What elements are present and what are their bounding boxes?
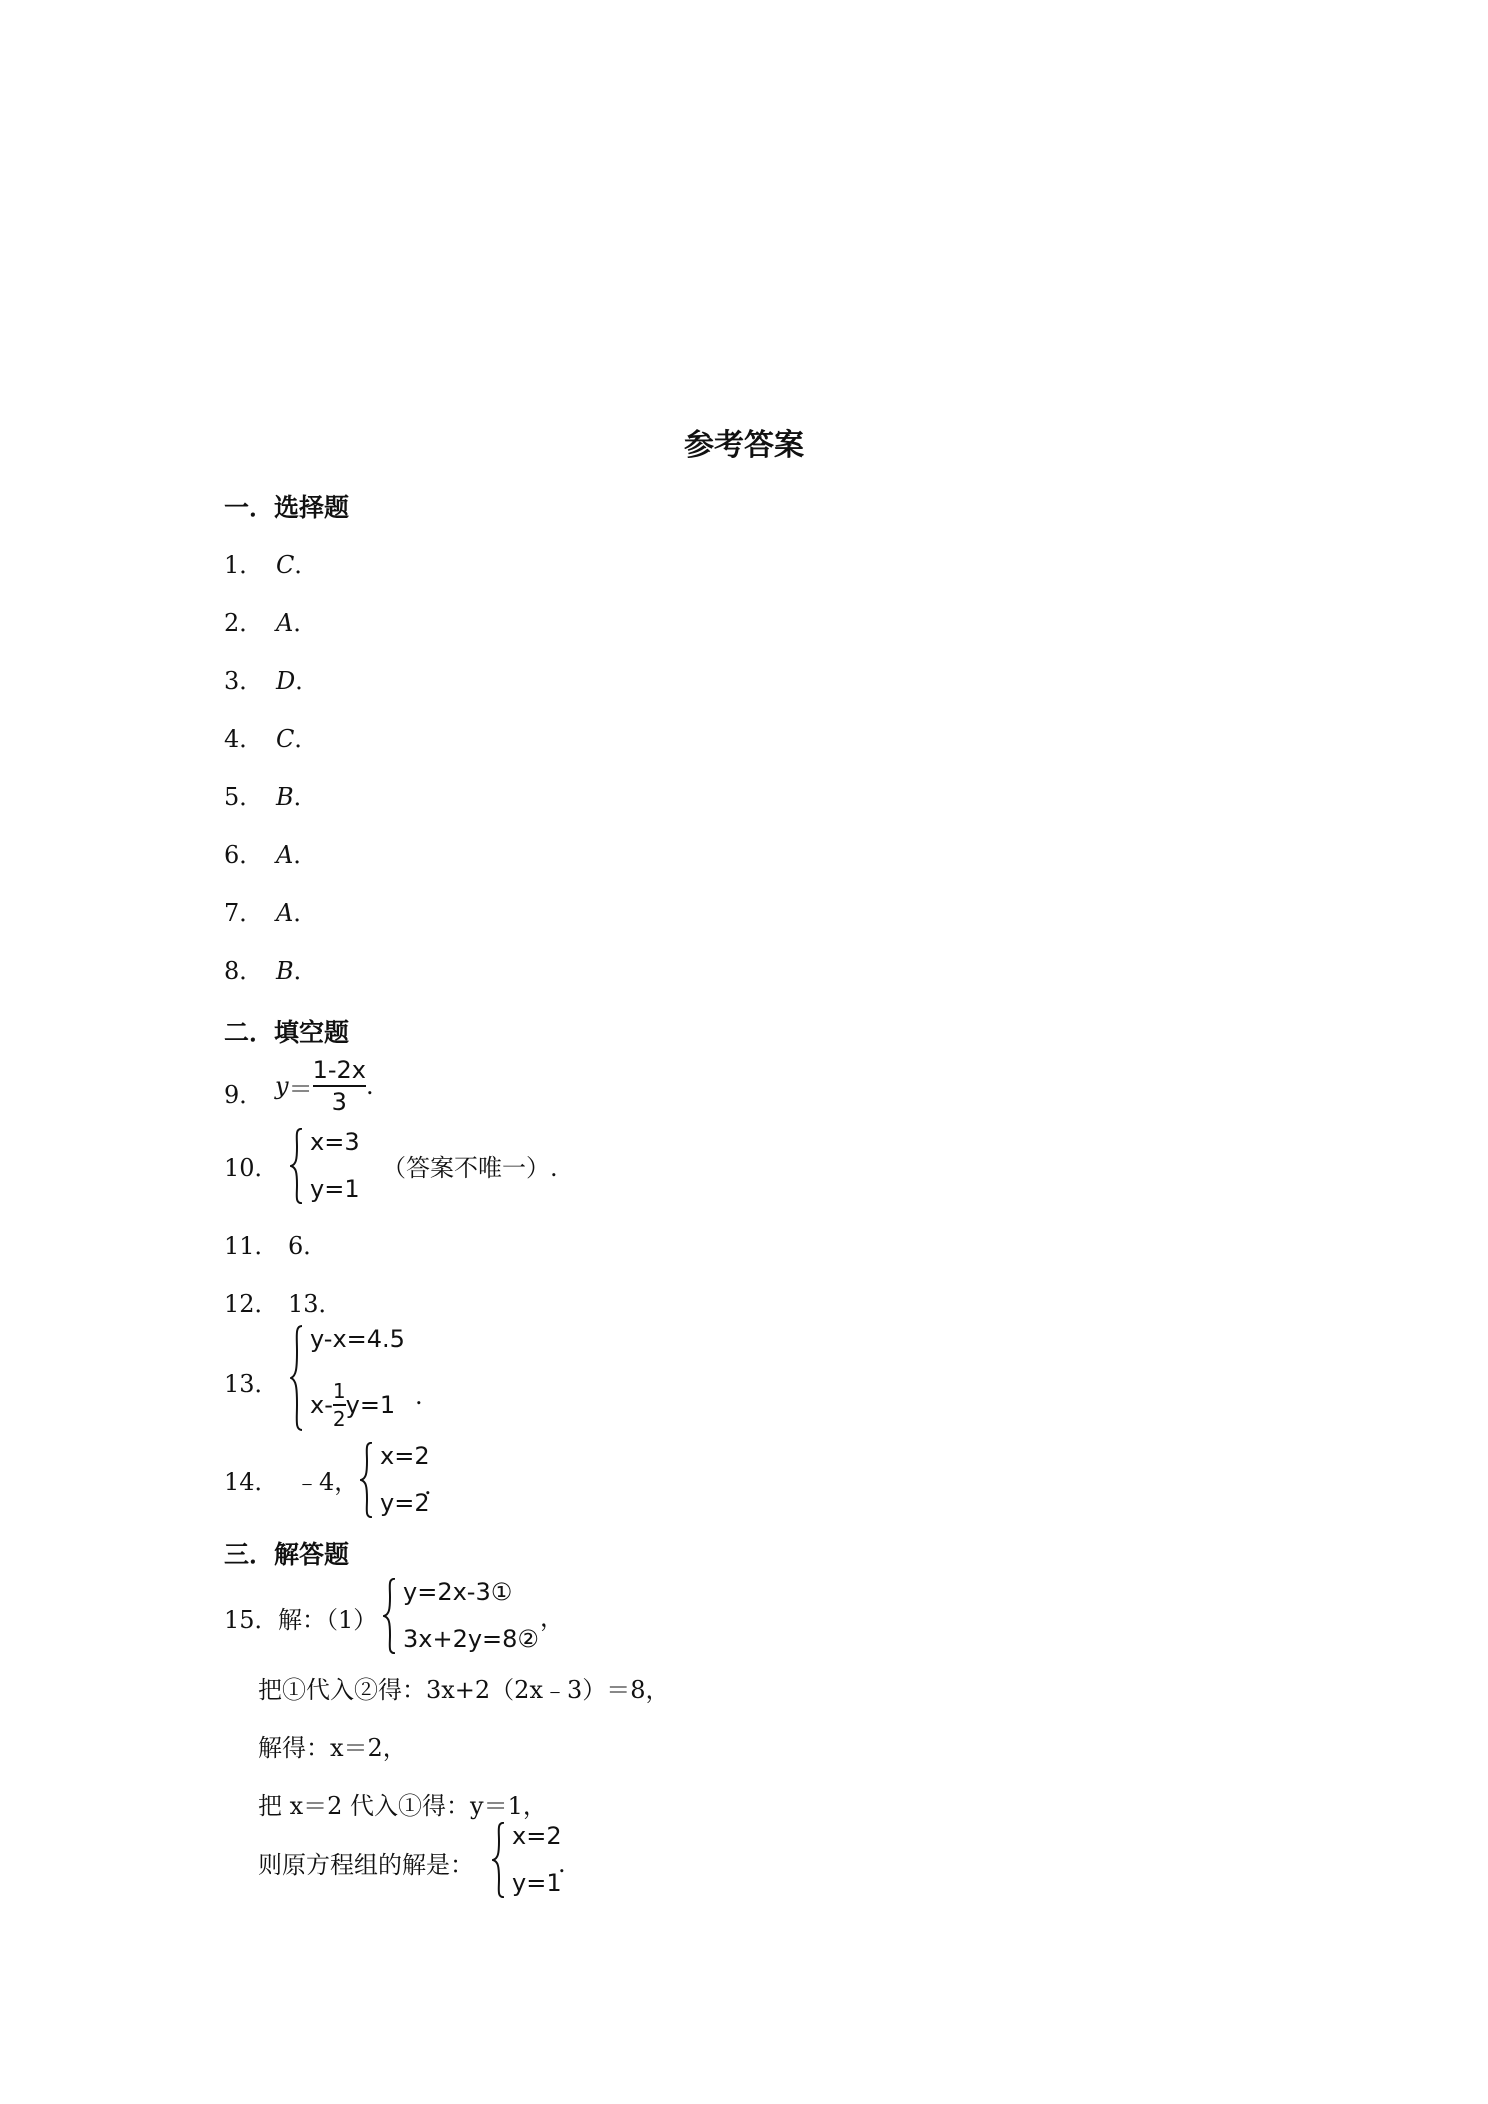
question-number: 11． — [224, 1232, 279, 1260]
period: ． — [295, 667, 320, 695]
period: ． — [294, 551, 319, 579]
answer-letter: B — [276, 783, 294, 811]
left-brace-icon — [290, 1128, 304, 1204]
left-brace-icon — [383, 1578, 397, 1654]
answer-9 — [275, 1056, 374, 1116]
left-brace-icon — [360, 1442, 374, 1518]
fraction-bar — [333, 1404, 346, 1406]
equals-sign: ＝ — [288, 1074, 313, 1103]
solution-step: 把①代入②得：3x+2（2x﹣3）＝8， — [258, 1676, 670, 1704]
question-number: 3． — [224, 667, 264, 695]
period: ． — [294, 725, 319, 753]
question-number: 1． — [224, 551, 264, 579]
equation-part: x- — [310, 1390, 333, 1419]
equation-line: y=2x-3① — [403, 1578, 513, 1606]
equation-line: y=1 — [512, 1869, 562, 1898]
period: ． — [293, 899, 318, 927]
equation-line: y=2 — [380, 1489, 430, 1518]
question-number: 13． — [224, 1370, 279, 1398]
choice-answer — [276, 603, 317, 638]
section-heading-fill: 二．填空题 — [224, 1018, 350, 1047]
equation-line: x=2 — [512, 1822, 562, 1850]
equation-system-15 — [383, 1578, 539, 1654]
period: ． — [293, 957, 318, 985]
choice-answer — [276, 893, 317, 928]
answer-11: 6． — [288, 1232, 328, 1260]
answer-letter: D — [276, 667, 296, 695]
equation-line: x=3 — [310, 1128, 360, 1156]
question-number: 14． — [224, 1468, 279, 1496]
fraction-numerator: 1 — [332, 1379, 346, 1403]
answer-letter: A — [276, 841, 294, 869]
period: . — [558, 1850, 566, 1878]
equation-part: y=1 — [345, 1390, 396, 1419]
equation-system-14 — [360, 1442, 430, 1518]
left-brace-icon — [492, 1822, 506, 1898]
fraction-numerator: 1-2x — [312, 1056, 366, 1084]
equation-system-13 — [290, 1325, 405, 1431]
answer-letter: C — [276, 725, 295, 753]
equation-line: y-x=4.5 — [310, 1325, 405, 1353]
equation-line: 3x+2y=8② — [403, 1625, 539, 1654]
question-number: 2． — [224, 609, 264, 637]
comma: ， — [540, 1604, 564, 1632]
left-brace-icon — [290, 1325, 304, 1431]
question-number: 7． — [224, 899, 264, 927]
fraction — [333, 1379, 346, 1431]
period: . — [424, 1472, 432, 1500]
answer-letter: A — [276, 609, 294, 637]
page-title: 参考答案 — [684, 428, 804, 463]
period: . — [415, 1382, 423, 1410]
choice-answer — [276, 545, 318, 580]
question-number: 5． — [224, 783, 264, 811]
period: . — [365, 1072, 374, 1100]
question-number: 8． — [224, 957, 264, 985]
choice-answer — [276, 661, 319, 696]
fraction-denominator: 2 — [332, 1407, 346, 1431]
question-number: 6． — [224, 841, 264, 869]
answer-14-value: ﹣4， — [295, 1468, 359, 1496]
fraction-bar — [313, 1085, 366, 1087]
fraction — [313, 1056, 366, 1116]
variable-y: y — [275, 1072, 289, 1100]
answer-letter: C — [276, 551, 295, 579]
question-number: 9． — [224, 1081, 264, 1109]
choice-answer — [276, 951, 318, 986]
answer-note: （答案不唯一）. — [382, 1154, 558, 1182]
question-number: 10． — [224, 1154, 279, 1182]
question-number: 4． — [224, 725, 264, 753]
period: ． — [293, 609, 318, 637]
solution-intro: 解：（1） — [278, 1606, 378, 1634]
answer-12: 13． — [288, 1290, 343, 1318]
equation-line: y=1 — [310, 1175, 360, 1204]
question-number: 12． — [224, 1290, 279, 1318]
choice-answer — [276, 719, 318, 754]
section-heading-solve: 三．解答题 — [224, 1540, 350, 1569]
fraction-denominator: 3 — [331, 1088, 347, 1116]
equation-line: x=2 — [380, 1442, 430, 1470]
answer-letter: B — [276, 957, 294, 985]
solution-step: 则原方程组的解是： — [258, 1851, 474, 1879]
question-number: 15． — [224, 1606, 279, 1634]
choice-answer — [276, 835, 317, 870]
solution-step: 解得：x＝2， — [258, 1734, 407, 1762]
answer-letter: A — [276, 899, 294, 927]
equation-line — [310, 1379, 405, 1431]
solution-system — [492, 1822, 562, 1898]
section-heading-choice: 一．选择题 — [224, 493, 350, 522]
period: ． — [293, 783, 318, 811]
period: ． — [293, 841, 318, 869]
equation-system-10 — [290, 1128, 360, 1204]
solution-step: 把 x＝2 代入①得：y＝1， — [258, 1792, 547, 1820]
choice-answer — [276, 777, 318, 812]
